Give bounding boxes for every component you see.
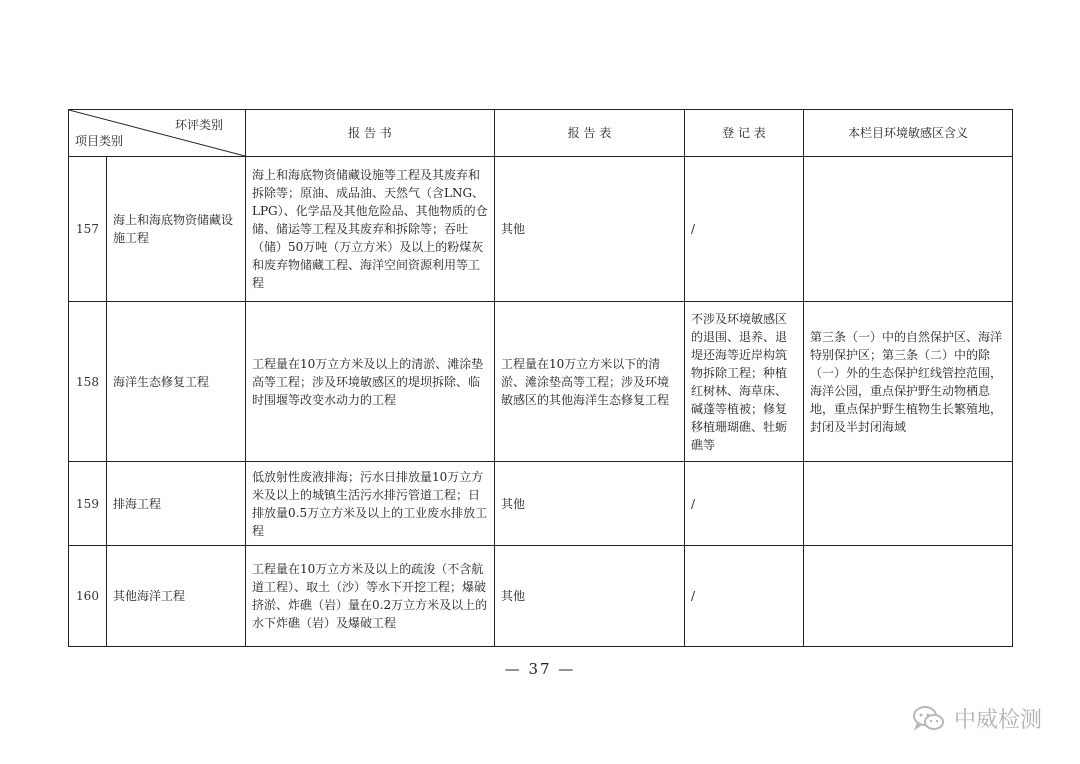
environmental-classification-table [68, 109, 1013, 647]
header-eia-category: 环评类别 [174, 118, 223, 132]
row-number: 158 [69, 302, 107, 462]
report-requirement: 海上和海底物资储藏设施等工程及其废弃和拆除等；原油、成品油、天然气（含LNG、LPG）、化学品及其他危险品、其他物质的仓储、储运等工程及其废弃和拆除等；吞吐（储）50万吨（万立方米）及以上的粉煤灰和废弃物储藏工程、海洋空间资源利用等工程 [246, 157, 495, 302]
registration-requirement: 不涉及环境敏感区的退围、退养、退堤还海等近岸构筑物拆除工程；种植红树林、海草床、碱蓬等植被；修复移植珊瑚礁、牡蛎礁等 [685, 302, 804, 462]
header-sensitive-area: 本栏目环境敏感区含义 [804, 110, 1013, 157]
report-requirement: 工程量在10万立方米及以上的清淤、滩涂垫高等工程；涉及环境敏感区的堤坝拆除、临时围堰等改变水动力的工程 [246, 302, 495, 462]
table-row [69, 462, 1013, 546]
sensitive-area-definition: 第三条（一）中的自然保护区、海洋特别保护区；第三条（二）中的除（一）外的生态保护红线管控范围，海洋公园，重点保护野生动物栖息地，重点保护野生植物生长繁殖地，封闭及半封闭海域 [804, 302, 1013, 462]
project-category: 海上和海底物资储藏设施工程 [107, 157, 246, 302]
registration-requirement: / [685, 157, 804, 302]
header-registration-form: 登 记 表 [685, 110, 804, 157]
header-report-form: 报 告 表 [495, 110, 685, 157]
row-number: 160 [69, 546, 107, 647]
row-number: 159 [69, 462, 107, 546]
sensitive-area-definition [804, 462, 1013, 546]
watermark-text: 中威检测 [953, 708, 1042, 733]
registration-requirement: / [685, 462, 804, 546]
page-number: — 37 — [504, 660, 576, 678]
report-form-requirement: 其他 [495, 462, 685, 546]
header-diagonal-cell [69, 110, 246, 157]
report-form-requirement: 其他 [495, 546, 685, 647]
report-form-requirement: 工程量在10万立方米以下的清淤、滩涂垫高等工程；涉及环境敏感区的其他海洋生态修复工程 [495, 302, 685, 462]
wechat-icon [912, 705, 946, 733]
report-requirement: 工程量在10万立方米及以上的疏浚（不含航道工程）、取土（沙）等水下开挖工程；爆破挤淤、炸礁（岩）量在0.2万立方米及以上的水下炸礁（岩）及爆破工程 [246, 546, 495, 647]
header-project-category: 项目类别 [75, 134, 124, 148]
table-row [69, 157, 1013, 302]
table-row [69, 302, 1013, 462]
report-form-requirement: 其他 [495, 157, 685, 302]
table-row [69, 546, 1013, 647]
sensitive-area-definition [804, 157, 1013, 302]
registration-requirement: / [685, 546, 804, 647]
report-requirement: 低放射性废液排海；污水日排放量10万立方米及以上的城镇生活污水排污管道工程；日排放量0.5万立方米及以上的工业废水排放工程 [246, 462, 495, 546]
project-category: 排海工程 [107, 462, 246, 546]
header-report: 报 告 书 [246, 110, 495, 157]
table-header-row [69, 110, 1013, 157]
row-number: 157 [69, 157, 107, 302]
project-category: 其他海洋工程 [107, 546, 246, 647]
watermark [912, 703, 1042, 734]
project-category: 海洋生态修复工程 [107, 302, 246, 462]
sensitive-area-definition [804, 546, 1013, 647]
